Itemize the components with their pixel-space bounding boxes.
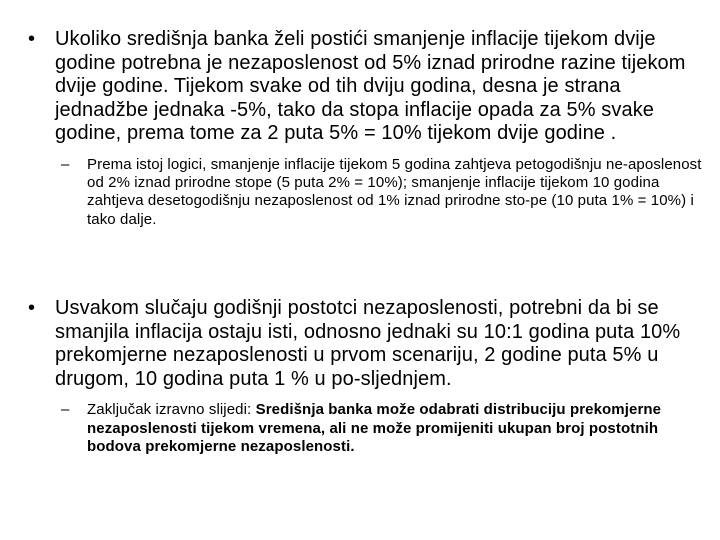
bullet-marker: • <box>28 297 36 319</box>
bullet-1-subpoint <box>61 156 704 229</box>
bullet-2-subpoint <box>61 401 704 456</box>
bullet-2-text: Usvakom slučaju godišnji postotci nezaposlenosti, potrebni da bi se smanjila inflacija ostaju isti, odnosno jednaki su 10:1 godina puta 10% prekomjerne nezaposlenosti u prvom scenariju, 2 godine puta 5% u drugom, 10 godina puta 1 % u po-sljednjem. <box>55 297 681 390</box>
bullet-1-text: Ukoliko središnja banka želi postići smanjenje inflacije tijekom dvije godine potrebna je nezaposlenost od 5% iznad prirodne razine tijekom dvije godine. Tijekom svake od tih dviju godina, desna je strana jednadžbe jednaka -5%, tako da stopa inflacije opada za 5% svake godine, prema tome za 2 puta 5% = 10% tijekom dvije godine . <box>55 28 686 145</box>
conclusion-lead: Zaključak izravno slijedi: <box>87 401 256 419</box>
sub-marker: – <box>61 155 70 173</box>
sub-marker: – <box>61 401 70 419</box>
bullet-2-subpoint-text <box>87 401 704 456</box>
bullet-1-subpoint-text: Prema istoj logici, smanjenje inflacije tijekom 5 godina zahtjeva petogodišnju ne-aposlenost od 2% iznad prirodne stope (5 puta 2% = 10%); smanjenje inflacije tijekom 10 godina zahtjeva desetogodišnju nezaposlenost od 1% iznad prirodne sto-pe (10 puta 1% = 10%) i tako dalje. <box>87 155 702 228</box>
bullet-marker: • <box>28 28 36 50</box>
bullet-1 <box>28 28 704 229</box>
conclusion-bold: Središnja banka može odabrati distribuciju prekomjerne nezaposlenosti tijekom vremena, ali ne može promijeniti ukupan broj postotnih bodova prekomjerne nezaposlenosti. <box>87 401 662 455</box>
bullet-2 <box>28 297 704 456</box>
